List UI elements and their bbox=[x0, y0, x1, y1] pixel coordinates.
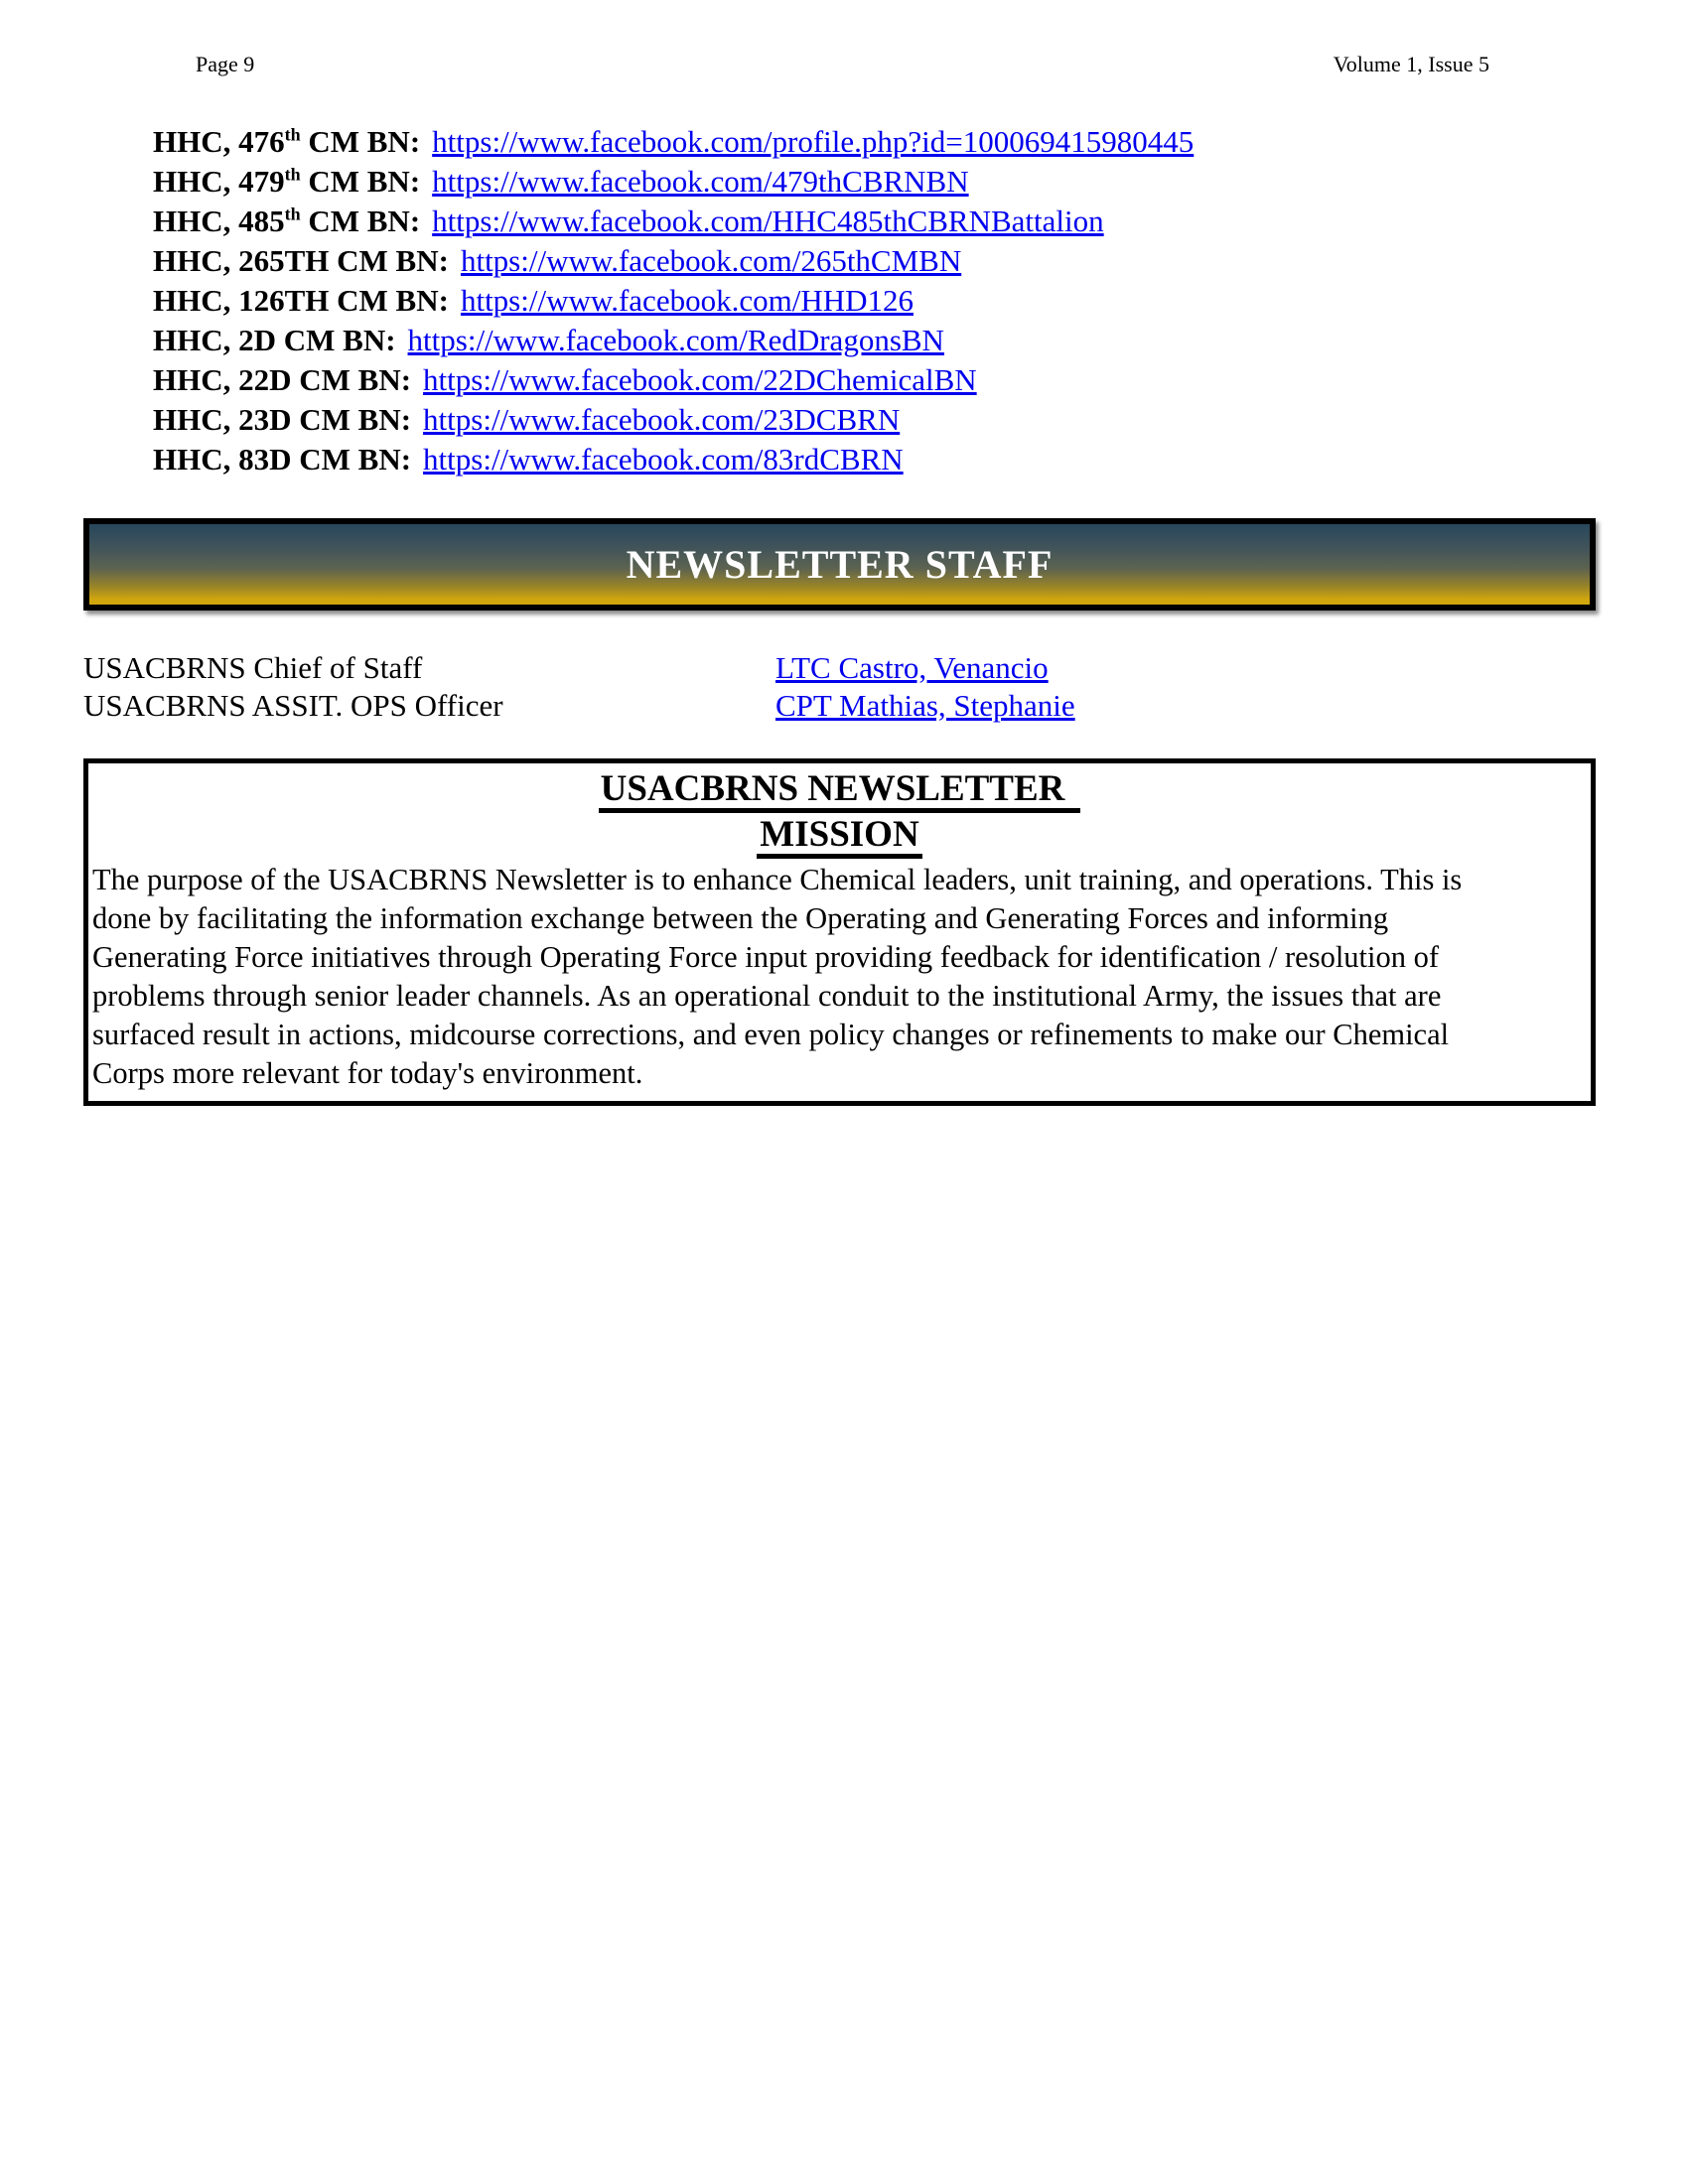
unit-label-suffix: CM BN: bbox=[300, 164, 421, 199]
mission-subtitle-text: MISSION bbox=[757, 815, 921, 859]
newsletter-staff-banner bbox=[83, 518, 1596, 611]
unit-name: HHC, 83D bbox=[153, 442, 292, 477]
facebook-link-row bbox=[153, 241, 1688, 281]
staff-row bbox=[83, 649, 1688, 687]
facebook-links-list bbox=[153, 122, 1688, 479]
ordinal-suffix: th bbox=[284, 164, 301, 185]
unit-label-suffix: CM BN: bbox=[291, 442, 412, 477]
mission-text-line: done by facilitating the information exchange between the Operating and Generating Forces and informing bbox=[92, 901, 1389, 935]
facebook-link[interactable]: https://www.facebook.com/83rdCBRN bbox=[423, 442, 904, 477]
unit-name: HHC, 265TH bbox=[153, 243, 330, 278]
unit-name: HHC, 2D bbox=[153, 323, 276, 357]
facebook-link-row bbox=[153, 281, 1688, 321]
unit-label bbox=[153, 323, 396, 357]
unit-label-suffix: CM BN: bbox=[329, 243, 449, 278]
unit-label-suffix: CM BN: bbox=[276, 323, 396, 357]
facebook-link-row bbox=[153, 162, 1688, 202]
facebook-link-row bbox=[153, 440, 1688, 479]
staff-name-link[interactable]: LTC Castro, Venancio bbox=[775, 650, 1049, 685]
unit-name: HHC, 479 bbox=[153, 164, 285, 199]
facebook-link[interactable]: https://www.facebook.com/23DCBRN bbox=[423, 402, 901, 437]
facebook-link[interactable]: https://www.facebook.com/profile.php?id=100069415980445 bbox=[432, 124, 1195, 159]
unit-label bbox=[153, 124, 420, 159]
facebook-link-row bbox=[153, 122, 1688, 162]
ordinal-suffix: th bbox=[284, 124, 301, 145]
page-number: Page 9 bbox=[196, 52, 255, 76]
unit-name: HHC, 476 bbox=[153, 124, 285, 159]
banner-title: NEWSLETTER STAFF bbox=[626, 542, 1054, 587]
unit-label bbox=[153, 362, 411, 397]
unit-name: HHC, 22D bbox=[153, 362, 292, 397]
mission-paragraph bbox=[92, 861, 1587, 1093]
staff-name-link[interactable]: CPT Mathias, Stephanie bbox=[775, 688, 1075, 723]
unit-label-suffix: CM BN: bbox=[291, 402, 412, 437]
facebook-link[interactable]: https://www.facebook.com/22DChemicalBN bbox=[423, 362, 977, 397]
mission-text-line: problems through senior leader channels. As an operational conduit to the institutional Army, the issues that are bbox=[92, 979, 1442, 1013]
ordinal-suffix: th bbox=[284, 204, 301, 224]
unit-label bbox=[153, 164, 420, 199]
facebook-link-row bbox=[153, 360, 1688, 400]
mission-title-line2 bbox=[92, 813, 1587, 859]
staff-row bbox=[83, 687, 1688, 725]
mission-text-line: Generating Force initiatives through Operating Force input providing feedback for identification / resolution of bbox=[92, 940, 1440, 974]
unit-label bbox=[153, 283, 449, 318]
facebook-link[interactable]: https://www.facebook.com/479thCBRNBN bbox=[432, 164, 969, 199]
staff-role: USACBRNS Chief of Staff bbox=[83, 650, 423, 685]
facebook-link[interactable]: https://www.facebook.com/HHD126 bbox=[460, 283, 914, 318]
issue-label: Volume 1, Issue 5 bbox=[1333, 52, 1489, 76]
mission-title-line1 bbox=[92, 767, 1587, 813]
mission-title-text: USACBRNS NEWSLETTER bbox=[599, 769, 1081, 813]
unit-label-suffix: CM BN: bbox=[291, 362, 412, 397]
facebook-link[interactable]: https://www.facebook.com/HHC485thCBRNBattalion bbox=[432, 204, 1104, 238]
mission-box bbox=[83, 758, 1596, 1106]
unit-label-suffix: CM BN: bbox=[300, 124, 421, 159]
unit-name: HHC, 126TH bbox=[153, 283, 330, 318]
facebook-link[interactable]: https://www.facebook.com/RedDragonsBN bbox=[407, 323, 944, 357]
facebook-link-row bbox=[153, 202, 1688, 241]
facebook-link-row bbox=[153, 400, 1688, 440]
unit-label bbox=[153, 402, 411, 437]
page-header bbox=[0, 0, 1688, 79]
facebook-link-row bbox=[153, 321, 1688, 360]
unit-label bbox=[153, 442, 411, 477]
mission-text-line: The purpose of the USACBRNS Newsletter is to enhance Chemical leaders, unit training, and operations. This is bbox=[92, 863, 1463, 896]
unit-label bbox=[153, 204, 420, 238]
unit-name: HHC, 485 bbox=[153, 204, 285, 238]
facebook-link[interactable]: https://www.facebook.com/265thCMBN bbox=[460, 243, 962, 278]
staff-table bbox=[83, 649, 1688, 725]
mission-text-line: surfaced result in actions, midcourse corrections, and even policy changes or refinements to make our Chemical bbox=[92, 1018, 1450, 1051]
staff-role: USACBRNS ASSIT. OPS Officer bbox=[83, 688, 503, 723]
mission-text-line: Corps more relevant for today's environment. bbox=[92, 1056, 643, 1090]
unit-name: HHC, 23D bbox=[153, 402, 292, 437]
unit-label-suffix: CM BN: bbox=[300, 204, 421, 238]
unit-label bbox=[153, 243, 449, 278]
unit-label-suffix: CM BN: bbox=[329, 283, 449, 318]
